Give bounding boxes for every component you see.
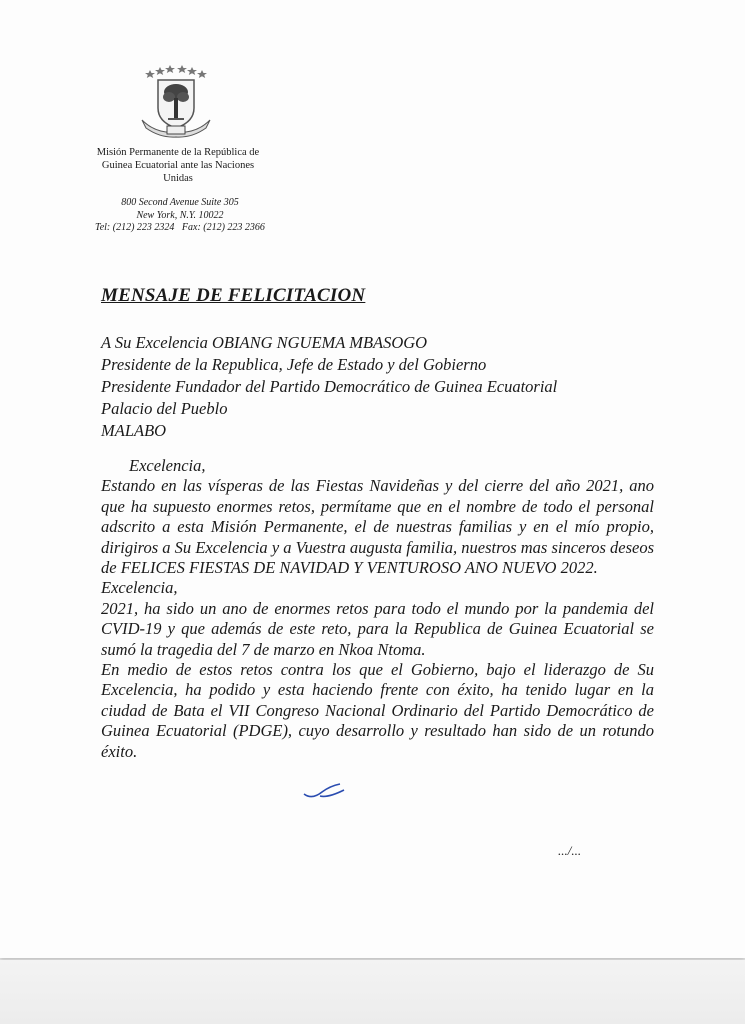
- recipient-line: A Su Excelencia OBIANG NGUEMA MBASOGO: [101, 333, 428, 352]
- paragraph: En medio de estos retos contra los que el Gobierno, bajo el liderazgo de Su Excelencia, ha podido y esta haciendo frente con éxito, ha tenido lugar en la ciudad de Bata el VII Congreso Nacional Ordinario del Partido Democrático de Guinea Ecuatorial (PDGE), cuyo desarrollo y resultado han sido de un rotundo éxito.: [101, 660, 654, 761]
- address-city: New York, N.Y. 10022: [136, 209, 224, 221]
- letter-body: [101, 456, 654, 762]
- recipient-line: Presidente de la Republica, Jefe de Estado y del Gobierno: [101, 355, 487, 374]
- document-title: MENSAJE DE FELICITACION: [101, 285, 366, 306]
- address-street: 800 Second Avenue Suite 305: [121, 197, 239, 208]
- address-phone-fax: Tel: (212) 223 2324 Fax: (212) 223 2366: [95, 222, 265, 233]
- signature-mark-icon: [300, 778, 350, 802]
- mission-name: [78, 146, 278, 185]
- mission-line: Unidas: [163, 173, 193, 184]
- coat-of-arms-icon: [136, 62, 216, 140]
- mission-address: [60, 197, 300, 235]
- continuation-mark: .../...: [558, 843, 582, 858]
- salutation: Excelencia,: [129, 456, 206, 475]
- mission-line: Misión Permanente de la República de: [96, 147, 260, 158]
- scan-background: [0, 960, 745, 1024]
- paragraph: 2021, ha sido un ano de enormes retos para todo el mundo por la pandemia del CVID-19 y que además de este reto, para la Republica de Guinea Ecuatorial se sumó la tragedia del 7 de marzo en Nkoa Ntoma.: [101, 598, 654, 659]
- recipient-line: Palacio del Pueblo: [101, 399, 228, 418]
- paragraph: Estando en las vísperas de las Fiestas Navideñas y del cierre del año 2021, ano que ha supuesto enormes retos, permítame que en el nombre de todo el personal adscrito a esta Misión Permanente, el de nuestras familias y en el mío propio, dirigiros a Su Excelencia y a Vuestra augusta familia, nuestros mas sinceros deseos de FELICES FIESTAS DE NAVIDAD Y VENTUROSO ANO NUEVO 2022.: [101, 476, 654, 578]
- mission-line: Guinea Ecuatorial ante las Naciones: [101, 160, 255, 171]
- recipient-line: Presidente Fundador del Partido Democrático de Guinea Ecuatorial: [101, 377, 558, 396]
- recipient-block: [101, 332, 661, 442]
- recipient-line: MALABO: [101, 421, 167, 440]
- salutation: Excelencia,: [101, 578, 178, 598]
